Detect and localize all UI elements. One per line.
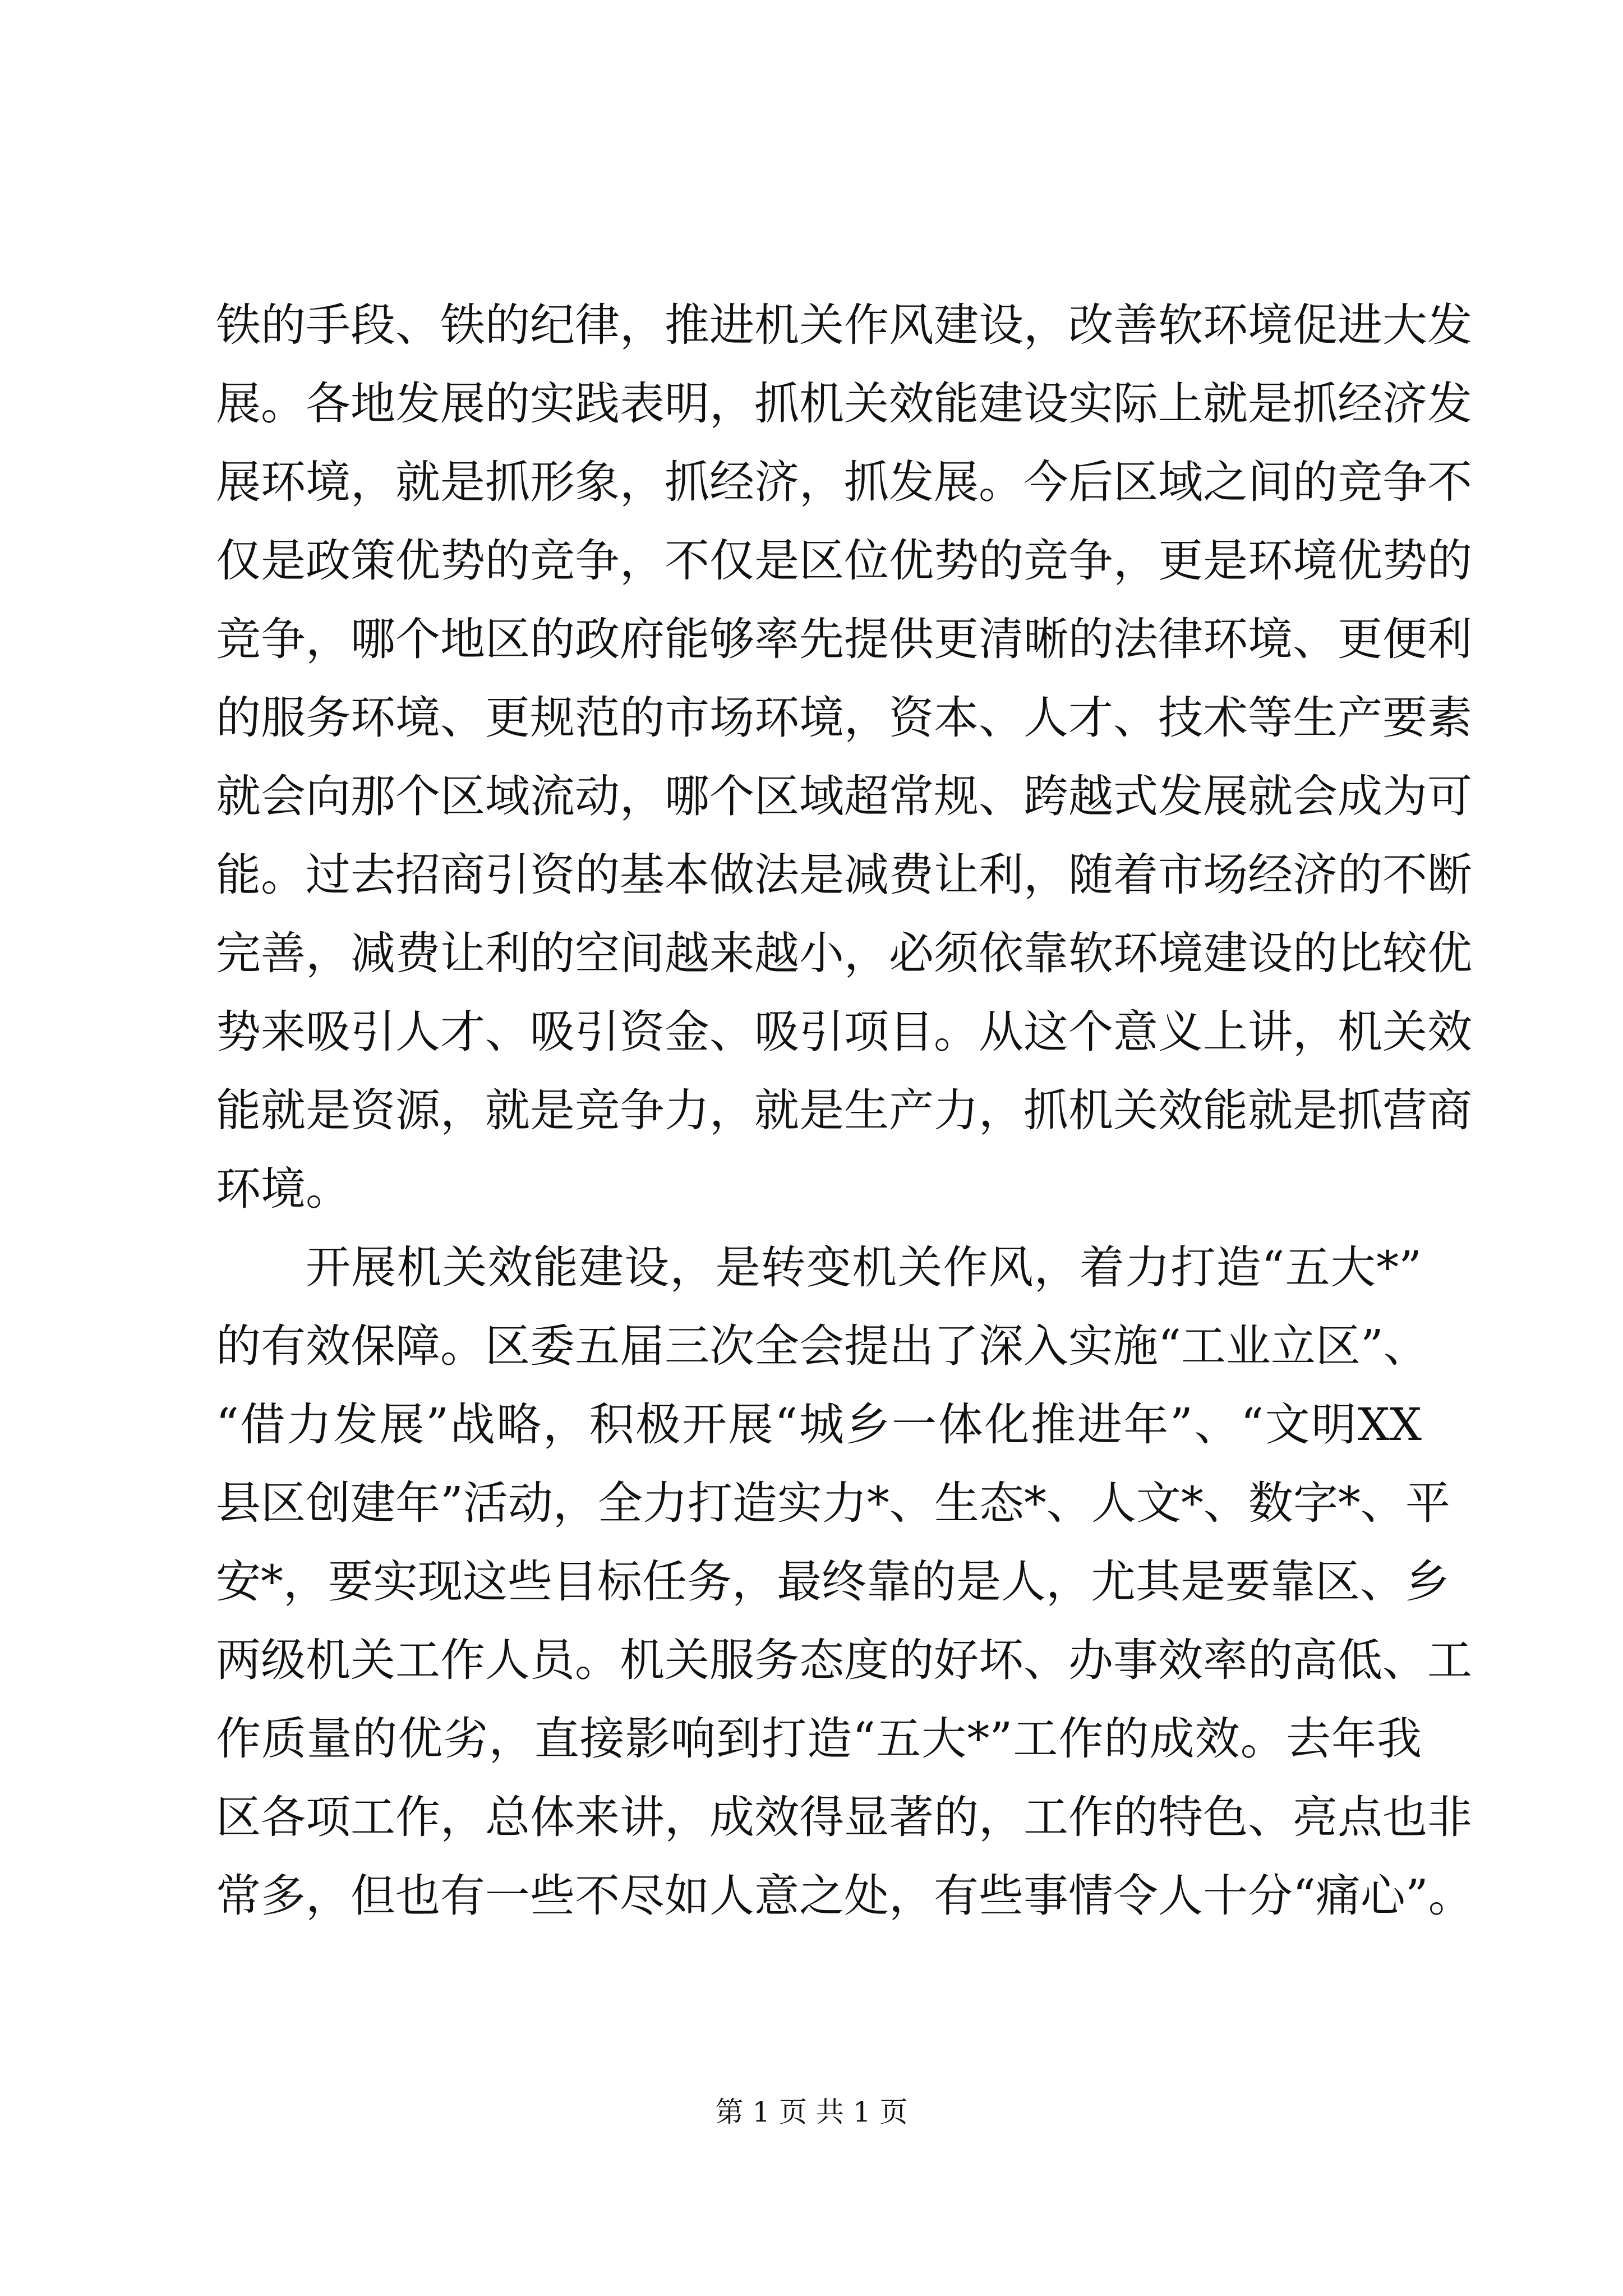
text-line: 铁的手段、铁的纪律，推进机关作风建设，改善软环境促进大发 <box>216 299 1472 351</box>
text-line: 作质量的优劣，直接影响到打造“五大*”工作的成效。去年我 <box>216 1713 1422 1765</box>
text-line: 的有效保障。区委五届三次全会提出了深入实施“工业立区”、 <box>216 1320 1428 1372</box>
paragraph-2 <box>216 1228 1473 1935</box>
text-line: 能。过去招商引资的基本做法是减费让利，随着市场经济的不断 <box>216 849 1472 901</box>
text-line: 常多，但也有一些不尽如人意之处，有些事情令人十分“痛心”。 <box>216 1870 1473 1922</box>
text-line: 展环境，就是抓形象，抓经济，抓发展。今后区域之间的竞争不 <box>216 456 1472 508</box>
text-line: 县区创建年”活动，全力打造实力*、生态*、人文*、数字*、平 <box>216 1477 1450 1529</box>
text-line: 展。各地发展的实践表明，抓机关效能建设实际上就是抓经济发 <box>216 378 1472 430</box>
page-footer <box>0 2092 1623 2132</box>
text-line: 区各项工作，总体来讲，成效得显著的，工作的特色、亮点也非 <box>216 1791 1472 1843</box>
text-line: 的服务环境、更规范的市场环境，资本、人才、技术等生产要素 <box>216 692 1472 744</box>
text-line: 开展机关效能建设，是转变机关作风，着力打造“五大*” <box>306 1241 1422 1294</box>
paragraph-1 <box>216 286 1472 1228</box>
text-line: “借力发展”战略，积极开展“城乡一体化推进年”、“文明XX <box>216 1398 1422 1451</box>
text-line: 竞争，哪个地区的政府能够率先提供更清晰的法律环境、更便利 <box>216 613 1472 665</box>
text-line: 完善，减费让利的空间越来越小，必须依靠软环境建设的比较优 <box>216 927 1472 979</box>
text-line: 势来吸引人才、吸引资金、吸引项目。从这个意义上讲，机关效 <box>216 1006 1472 1058</box>
text-line: 两级机关工作人员。机关服务态度的好坏、办事效率的高低、工 <box>216 1634 1472 1686</box>
page-number: 第 1 页 共 1 页 <box>715 2096 908 2128</box>
text-line: 安*，要实现这些目标任务，最终靠的是人，尤其是要靠区、乡 <box>216 1556 1450 1608</box>
document-body <box>216 286 1473 1935</box>
text-line: 就会向那个区域流动，哪个区域超常规、跨越式发展就会成为可 <box>216 770 1472 822</box>
text-line: 仅是政策优势的竞争，不仅是区位优势的竞争，更是环境优势的 <box>216 535 1472 587</box>
text-line: 能就是资源，就是竞争力，就是生产力，抓机关效能就是抓营商 <box>216 1084 1472 1137</box>
text-line: 环境。 <box>216 1163 351 1215</box>
